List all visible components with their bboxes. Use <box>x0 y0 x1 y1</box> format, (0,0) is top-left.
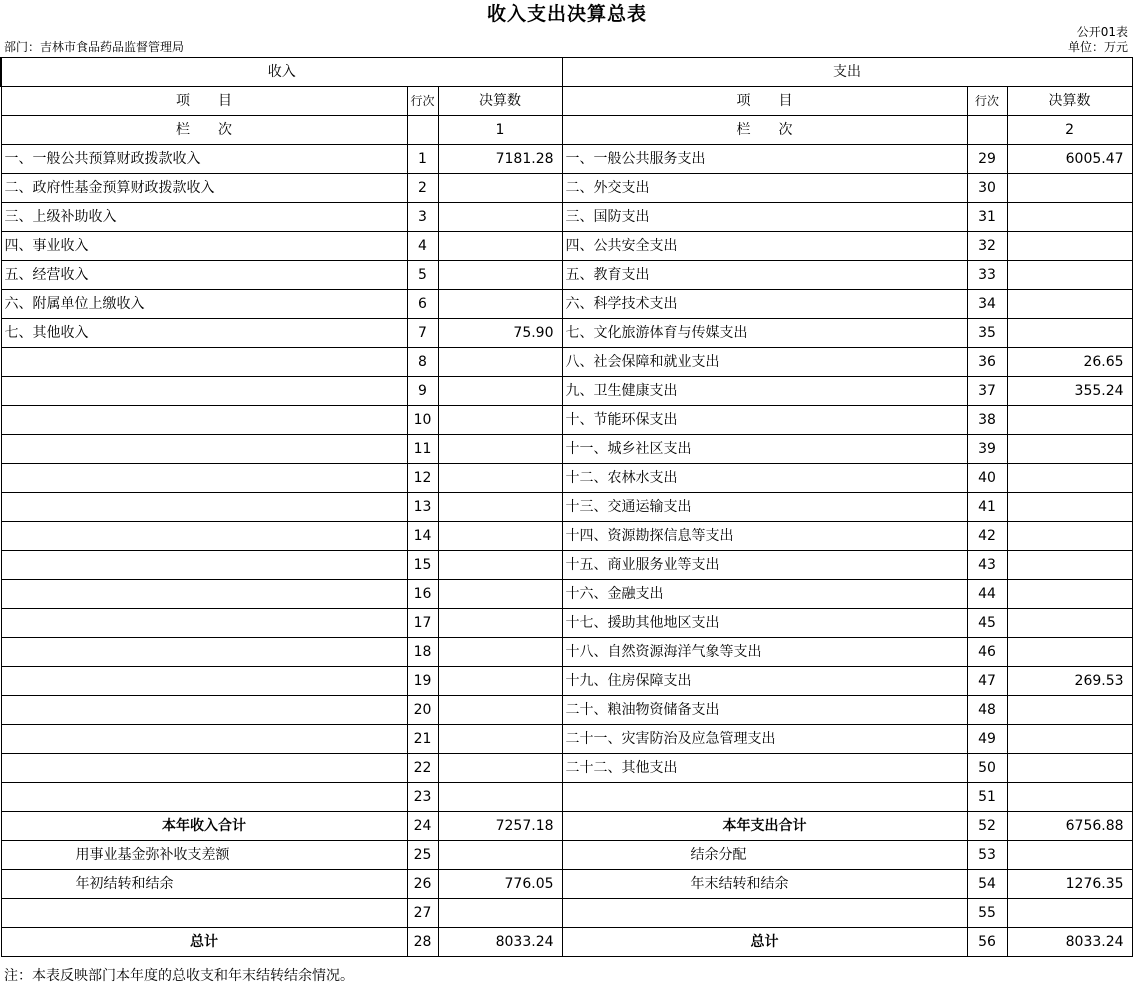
expense-item-header: 项 目 <box>562 87 967 116</box>
total-row <box>1 899 1132 928</box>
expense-section-header: 支出 <box>562 58 1132 87</box>
unit-label: 单位：万元 <box>1067 40 1128 54</box>
income-line-no: 22 <box>407 754 438 783</box>
income-item <box>1 725 407 754</box>
footnote: 注：本表反映部门本年度的总收支和年末结转结余情况。 <box>4 968 354 984</box>
expense-line-header: 行次 <box>967 87 1007 116</box>
expense-item: 十三、交通运输支出 <box>562 493 967 522</box>
income-amount <box>438 232 562 261</box>
expense-amount <box>1007 435 1132 464</box>
expense-item: 十二、农林水支出 <box>562 464 967 493</box>
income-line-no: 14 <box>407 522 438 551</box>
income-item: 一、一般公共预算财政拨款收入 <box>1 145 407 174</box>
table-row <box>1 377 1132 406</box>
expense-amount <box>1007 290 1132 319</box>
income-amount-header: 决算数 <box>438 87 562 116</box>
income-item <box>1 667 407 696</box>
expense-line-no: 37 <box>967 377 1007 406</box>
expense-item: 十四、资源勘探信息等支出 <box>562 522 967 551</box>
table-row <box>1 725 1132 754</box>
income-line-no: 3 <box>407 203 438 232</box>
income-section-header: 收入 <box>1 58 562 87</box>
column-number-row <box>1 116 1132 145</box>
income-column-label: 栏 次 <box>1 116 407 145</box>
table-row <box>1 580 1132 609</box>
income-amount <box>438 754 562 783</box>
income-amount <box>438 203 562 232</box>
income-amount <box>438 667 562 696</box>
table-row <box>1 696 1132 725</box>
income-line-no: 6 <box>407 290 438 319</box>
expense-line-no: 30 <box>967 174 1007 203</box>
income-amount <box>438 464 562 493</box>
total-row <box>1 841 1132 870</box>
income-line-no: 11 <box>407 435 438 464</box>
expense-item: 九、卫生健康支出 <box>562 377 967 406</box>
income-total-amount: 776.05 <box>438 870 562 899</box>
income-amount <box>438 435 562 464</box>
income-amount <box>438 261 562 290</box>
expense-line-no: 48 <box>967 696 1007 725</box>
income-line-no: 21 <box>407 725 438 754</box>
expense-item: 四、公共安全支出 <box>562 232 967 261</box>
income-total-label: 用事业基金弥补收支差额 <box>1 841 407 870</box>
expense-line-no: 44 <box>967 580 1007 609</box>
income-amount <box>438 406 562 435</box>
expense-item: 八、社会保障和就业支出 <box>562 348 967 377</box>
table-row <box>1 145 1132 174</box>
income-total-amount <box>438 841 562 870</box>
expense-line-no: 52 <box>967 812 1007 841</box>
expense-item: 三、国防支出 <box>562 203 967 232</box>
expense-item: 二十二、其他支出 <box>562 754 967 783</box>
income-total-label: 总计 <box>1 928 407 957</box>
income-item: 七、其他收入 <box>1 319 407 348</box>
expense-amount <box>1007 319 1132 348</box>
expense-amount <box>1007 580 1132 609</box>
expense-total-label: 本年支出合计 <box>562 812 967 841</box>
table-row <box>1 261 1132 290</box>
expense-line-no: 40 <box>967 464 1007 493</box>
income-amount <box>438 377 562 406</box>
income-total-amount: 7257.18 <box>438 812 562 841</box>
income-total-label: 年初结转和结余 <box>1 870 407 899</box>
expense-item: 一、一般公共服务支出 <box>562 145 967 174</box>
income-amount <box>438 551 562 580</box>
expense-amount <box>1007 232 1132 261</box>
income-amount <box>438 174 562 203</box>
income-item: 二、政府性基金预算财政拨款收入 <box>1 174 407 203</box>
income-line-no: 19 <box>407 667 438 696</box>
expense-amount: 355.24 <box>1007 377 1132 406</box>
table-row <box>1 290 1132 319</box>
income-amount <box>438 609 562 638</box>
income-item: 三、上级补助收入 <box>1 203 407 232</box>
income-line-no: 17 <box>407 609 438 638</box>
table-row <box>1 754 1132 783</box>
expense-line-no: 42 <box>967 522 1007 551</box>
income-line-no: 12 <box>407 464 438 493</box>
income-line-no: 20 <box>407 696 438 725</box>
expense-total-label: 结余分配 <box>562 841 967 870</box>
total-row <box>1 928 1132 957</box>
expense-total-amount: 6756.88 <box>1007 812 1132 841</box>
expense-item: 六、科学技术支出 <box>562 290 967 319</box>
expense-amount <box>1007 754 1132 783</box>
expense-item: 二十、粮油物资储备支出 <box>562 696 967 725</box>
expense-amount <box>1007 406 1132 435</box>
expense-total-label: 年末结转和结余 <box>562 870 967 899</box>
income-total-label <box>1 899 407 928</box>
income-line-no: 18 <box>407 638 438 667</box>
expense-amount <box>1007 203 1132 232</box>
income-item: 六、附属单位上缴收入 <box>1 290 407 319</box>
expense-amount <box>1007 522 1132 551</box>
income-item <box>1 348 407 377</box>
table-row <box>1 638 1132 667</box>
income-line-no: 24 <box>407 812 438 841</box>
income-line-no: 23 <box>407 783 438 812</box>
expense-line-no: 36 <box>967 348 1007 377</box>
expense-total-amount <box>1007 841 1132 870</box>
table-row <box>1 551 1132 580</box>
expense-line-no: 56 <box>967 928 1007 957</box>
expense-amount <box>1007 174 1132 203</box>
expense-line-no: 29 <box>967 145 1007 174</box>
expense-line-no: 46 <box>967 638 1007 667</box>
income-line-blank <box>407 116 438 145</box>
total-row <box>1 812 1132 841</box>
income-amount <box>438 522 562 551</box>
income-line-no: 1 <box>407 145 438 174</box>
expense-amount <box>1007 638 1132 667</box>
expense-line-no: 49 <box>967 725 1007 754</box>
income-item: 四、事业收入 <box>1 232 407 261</box>
table-row <box>1 609 1132 638</box>
income-item <box>1 609 407 638</box>
income-line-no: 16 <box>407 580 438 609</box>
expense-total-amount <box>1007 899 1132 928</box>
expense-amount-header: 决算数 <box>1007 87 1132 116</box>
expense-item: 五、教育支出 <box>562 261 967 290</box>
income-line-no: 9 <box>407 377 438 406</box>
income-item <box>1 464 407 493</box>
income-amount <box>438 725 562 754</box>
table-row <box>1 232 1132 261</box>
expense-line-no: 33 <box>967 261 1007 290</box>
table-row <box>1 493 1132 522</box>
expense-total-label: 总计 <box>562 928 967 957</box>
table-row <box>1 319 1132 348</box>
expense-line-no: 43 <box>967 551 1007 580</box>
income-line-header: 行次 <box>407 87 438 116</box>
table-row <box>1 522 1132 551</box>
expense-line-no: 31 <box>967 203 1007 232</box>
expense-amount: 26.65 <box>1007 348 1132 377</box>
expense-amount: 269.53 <box>1007 667 1132 696</box>
expense-column-number: 2 <box>1007 116 1132 145</box>
expense-line-no: 55 <box>967 899 1007 928</box>
expense-line-no: 39 <box>967 435 1007 464</box>
expense-line-no: 35 <box>967 319 1007 348</box>
expense-line-no: 41 <box>967 493 1007 522</box>
income-item-header: 项 目 <box>1 87 407 116</box>
income-amount <box>438 493 562 522</box>
income-line-no: 13 <box>407 493 438 522</box>
expense-item: 十五、商业服务业等支出 <box>562 551 967 580</box>
expense-item: 十七、援助其他地区支出 <box>562 609 967 638</box>
income-line-no: 2 <box>407 174 438 203</box>
expense-item: 十、节能环保支出 <box>562 406 967 435</box>
expense-amount <box>1007 493 1132 522</box>
expense-line-no: 34 <box>967 290 1007 319</box>
expense-item: 十九、住房保障支出 <box>562 667 967 696</box>
income-total-amount: 8033.24 <box>438 928 562 957</box>
income-line-no: 10 <box>407 406 438 435</box>
income-total-amount <box>438 899 562 928</box>
header-columns-row <box>1 87 1132 116</box>
expense-total-amount: 1276.35 <box>1007 870 1132 899</box>
expense-item: 十六、金融支出 <box>562 580 967 609</box>
income-amount <box>438 290 562 319</box>
expense-line-no: 38 <box>967 406 1007 435</box>
income-amount <box>438 580 562 609</box>
income-item <box>1 754 407 783</box>
expense-amount <box>1007 464 1132 493</box>
expense-total-amount: 8033.24 <box>1007 928 1132 957</box>
header-section-row <box>1 58 1132 87</box>
table-row <box>1 464 1132 493</box>
income-item <box>1 638 407 667</box>
table-row <box>1 203 1132 232</box>
expense-item: 十八、自然资源海洋气象等支出 <box>562 638 967 667</box>
income-item <box>1 406 407 435</box>
total-row <box>1 870 1132 899</box>
table-row <box>1 406 1132 435</box>
expense-total-label <box>562 899 967 928</box>
table-row <box>1 348 1132 377</box>
expense-amount <box>1007 609 1132 638</box>
income-column-number: 1 <box>438 116 562 145</box>
income-line-no: 5 <box>407 261 438 290</box>
expense-line-no: 50 <box>967 754 1007 783</box>
expense-item <box>562 783 967 812</box>
form-number: 公开01表 <box>1076 25 1128 39</box>
expense-amount <box>1007 696 1132 725</box>
income-line-no: 7 <box>407 319 438 348</box>
income-amount: 75.90 <box>438 319 562 348</box>
income-item <box>1 522 407 551</box>
income-item <box>1 783 407 812</box>
income-item <box>1 551 407 580</box>
table-row <box>1 783 1132 812</box>
expense-line-no: 45 <box>967 609 1007 638</box>
expense-item: 二、外交支出 <box>562 174 967 203</box>
expense-amount <box>1007 725 1132 754</box>
expense-line-no: 51 <box>967 783 1007 812</box>
expense-amount: 6005.47 <box>1007 145 1132 174</box>
expense-amount <box>1007 551 1132 580</box>
expense-amount <box>1007 783 1132 812</box>
income-expense-table <box>0 57 1133 957</box>
income-item <box>1 580 407 609</box>
income-line-no: 25 <box>407 841 438 870</box>
expense-amount <box>1007 261 1132 290</box>
income-amount <box>438 696 562 725</box>
income-line-no: 26 <box>407 870 438 899</box>
income-amount <box>438 348 562 377</box>
table-row <box>1 667 1132 696</box>
expense-item: 七、文化旅游体育与传媒支出 <box>562 319 967 348</box>
income-line-no: 15 <box>407 551 438 580</box>
expense-item: 二十一、灾害防治及应急管理支出 <box>562 725 967 754</box>
expense-line-no: 53 <box>967 841 1007 870</box>
income-line-no: 4 <box>407 232 438 261</box>
expense-line-no: 47 <box>967 667 1007 696</box>
income-item <box>1 696 407 725</box>
income-line-no: 28 <box>407 928 438 957</box>
income-amount: 7181.28 <box>438 145 562 174</box>
department-label: 部门：吉林市食品药品监督管理局 <box>4 40 185 54</box>
income-amount <box>438 638 562 667</box>
expense-line-no: 32 <box>967 232 1007 261</box>
expense-column-label: 栏 次 <box>562 116 967 145</box>
income-item: 五、经营收入 <box>1 261 407 290</box>
income-line-no: 8 <box>407 348 438 377</box>
income-line-no: 27 <box>407 899 438 928</box>
expense-line-no: 54 <box>967 870 1007 899</box>
table-row <box>1 435 1132 464</box>
page-title: 收入支出决算总表 <box>486 3 647 25</box>
income-item <box>1 493 407 522</box>
income-item <box>1 435 407 464</box>
table-row <box>1 174 1132 203</box>
income-item <box>1 377 407 406</box>
income-total-label: 本年收入合计 <box>1 812 407 841</box>
expense-item: 十一、城乡社区支出 <box>562 435 967 464</box>
expense-line-blank <box>967 116 1007 145</box>
income-amount <box>438 783 562 812</box>
